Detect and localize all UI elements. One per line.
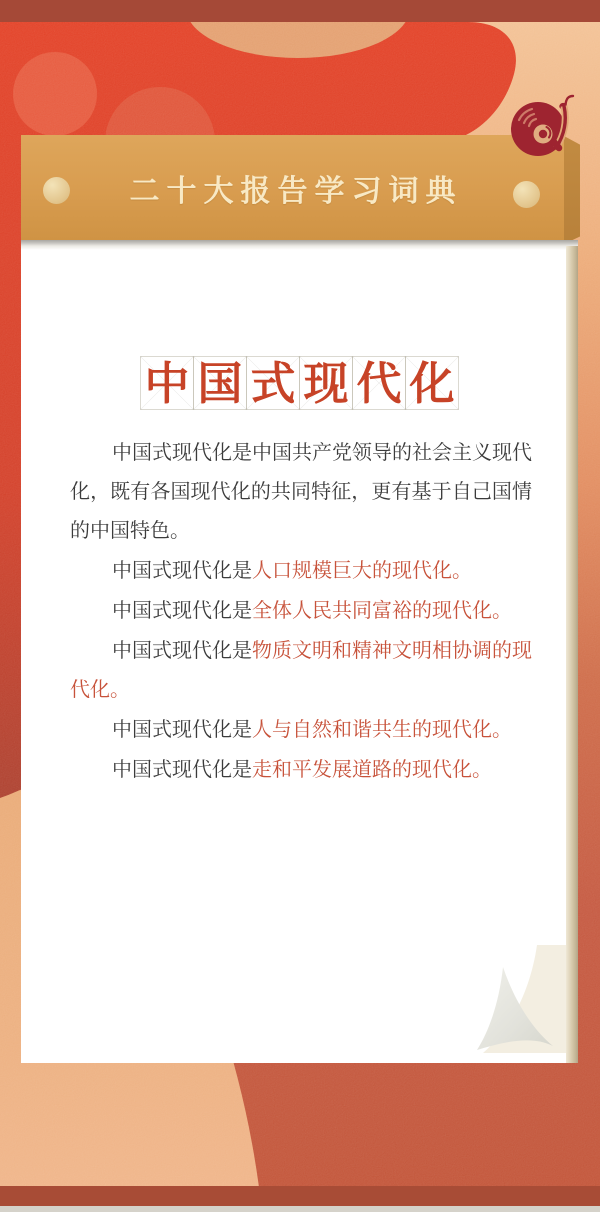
title-char: 现	[299, 356, 353, 410]
paragraph	[70, 632, 532, 710]
title-char: 式	[246, 356, 300, 410]
paragraph-highlight: 人口规模巨大的现代化。	[252, 560, 472, 582]
paper-pin-left-icon	[43, 177, 70, 204]
definition-text	[70, 434, 532, 791]
paragraph	[70, 751, 532, 790]
paragraph-text: 中国式现代化是	[112, 759, 252, 781]
paragraph-text: 中国式现代化是	[112, 560, 252, 582]
paper-pin-right-icon	[513, 181, 540, 208]
title-char: 国	[193, 356, 247, 410]
page-title	[0, 356, 600, 410]
paragraph-text: 中国式现代化是	[112, 600, 252, 622]
page-corner-curl-icon	[477, 945, 566, 1063]
top-bar	[0, 0, 600, 22]
paragraph-highlight: 人与自然和谐共生的现代化。	[252, 719, 512, 741]
record-player-logo-icon	[505, 92, 581, 162]
paragraph	[70, 434, 532, 551]
title-char: 化	[405, 356, 459, 410]
bottom-edge-line	[0, 1206, 600, 1212]
paragraph-highlight: 全体人民共同富裕的现代化。	[252, 600, 512, 622]
paragraph	[70, 552, 532, 591]
paragraph	[70, 592, 532, 631]
banner	[21, 135, 564, 240]
title-char: 代	[352, 356, 406, 410]
title-char: 中	[140, 356, 194, 410]
paragraph-highlight: 物质文明和精神文明相协调的现代化。	[70, 640, 532, 701]
paragraph-text: 中国式现代化是	[112, 719, 252, 741]
card-top-shadow	[21, 240, 578, 250]
paragraph	[70, 711, 532, 750]
paragraph-text: 中国式现代化是	[112, 640, 252, 662]
paragraph-highlight: 走和平发展道路的现代化。	[252, 759, 492, 781]
paragraph-text: 中国式现代化是中国共产党领导的社会主义现代化，既有各国现代化的共同特征，更有基于自己国情的中国特色。	[70, 442, 532, 542]
banner-title: 二十大报告学习词典	[129, 174, 463, 208]
